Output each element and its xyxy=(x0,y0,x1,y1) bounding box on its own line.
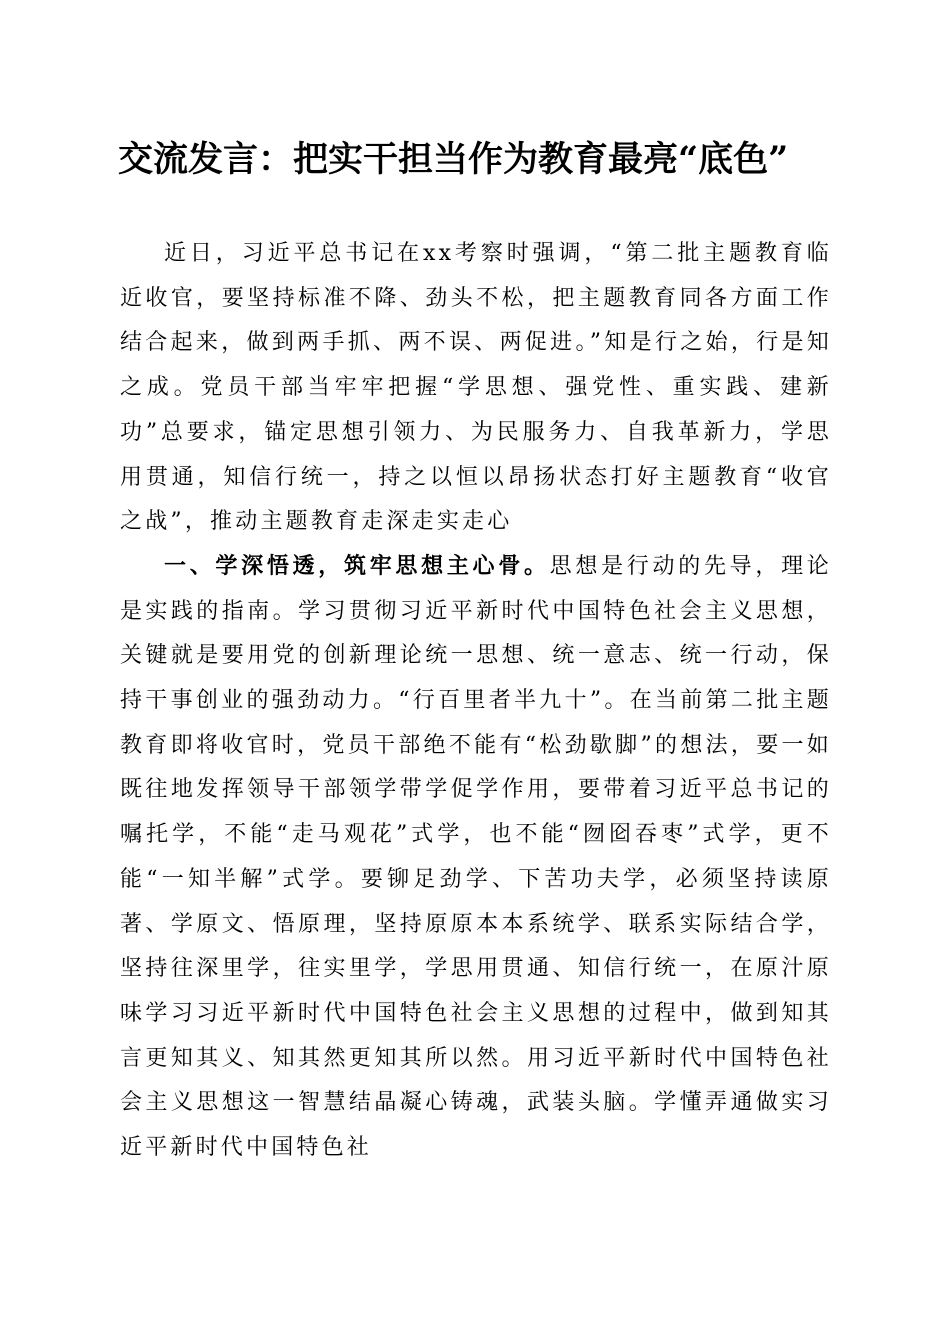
paragraph-section-one xyxy=(120,545,832,1171)
document-title: 交流发言：把实干担当作为教育最亮“底色” xyxy=(118,139,789,180)
section-one-heading: 一、学深悟透，筑牢思想主心骨。 xyxy=(164,553,550,579)
document-body xyxy=(120,232,832,1171)
paragraph-intro-text: 近日，习近平总书记在xx考察时强调，“第二批主题教育临近收官，要坚持标准不降、劲头不松，把主题教育同各方面工作结合起来，做到两手抓、两不误、两促进。”知是行之始，行是知之成。党员干部当牢牢把握“学思想、强党性、重实践、建新功”总要求，锚定思想引领力、为民服务力、自我革新力，学思用贯通，知信行统一，持之以恒以昂扬状态打好主题教育“收官之战”，推动主题教育走深走实走心 xyxy=(120,241,832,535)
paragraph-intro xyxy=(120,232,832,545)
section-one-text: 思想是行动的先导，理论是实践的指南。学习贯彻习近平新时代中国特色社会主义思想，关键就是要用党的创新理论统一思想、统一意志、统一行动，保持干事创业的强劲动力。“行百里者半九十”。在当前第二批主题教育即将收官时，党员干部绝不能有“松劲歇脚”的想法，要一如既往地发挥领导干部领学带学促学作用，要带着习近平总书记的嘱托学，不能“走马观花”式学，也不能“囫囵吞枣”式学，更不能“一知半解”式学。要铆足劲学、下苦功夫学，必须坚持读原著、学原文、悟原理，坚持原原本本系统学、联系实际结合学，坚持往深里学，往实里学，学思用贯通、知信行统一，在原汁原味学习习近平新时代中国特色社会主义思想的过程中，做到知其言更知其义、知其然更知其所以然。用习近平新时代中国特色社会主义思想这一智慧结晶凝心铸魂，武装头脑。学懂弄通做实习近平新时代中国特色社 xyxy=(120,553,832,1161)
